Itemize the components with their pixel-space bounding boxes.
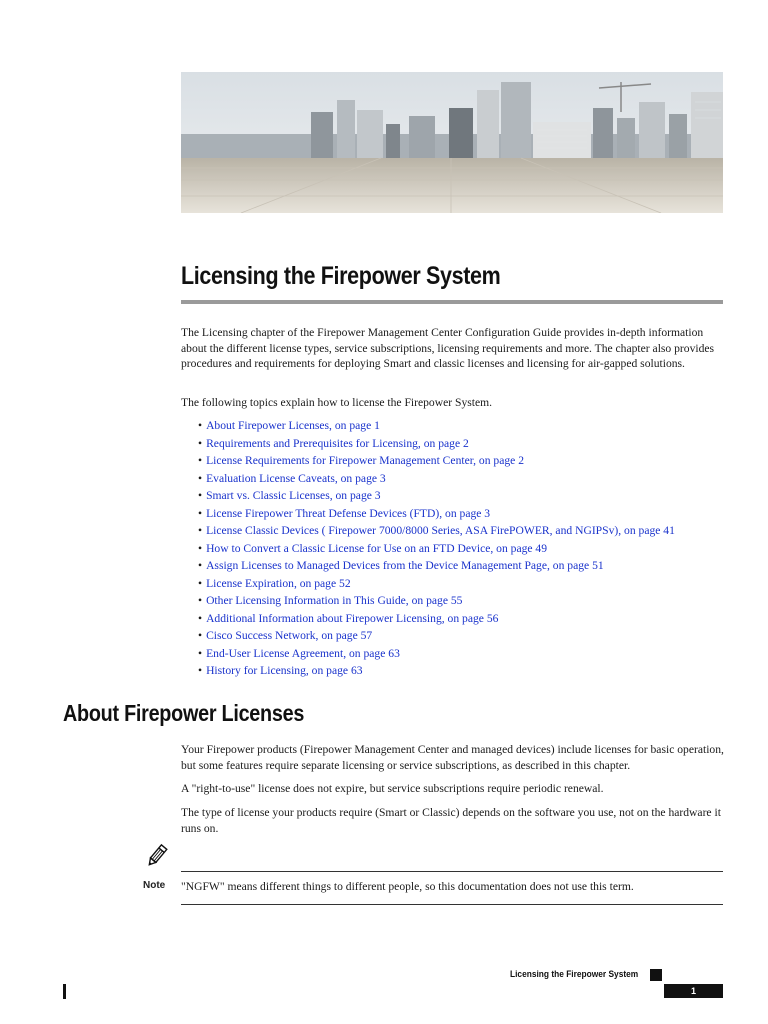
footer-marker — [63, 984, 66, 999]
topics-lead-in: The following topics explain how to license the Firepower System. — [181, 396, 493, 409]
topic-link[interactable]: Additional Information about Firepower Licensing, on page 56 — [206, 611, 499, 625]
pencil-icon — [143, 843, 169, 869]
footer-square — [650, 969, 662, 981]
chapter-title: Licensing the Firepower System — [181, 262, 501, 290]
topic-link[interactable]: Smart vs. Classic Licenses, on page 3 — [206, 489, 381, 502]
list-item — [198, 435, 728, 453]
topic-link[interactable]: Assign Licenses to Managed Devices from the Device Management Page, on page 51 — [206, 559, 604, 572]
banner-image — [181, 72, 723, 213]
page-number: 1 — [664, 984, 723, 998]
bullet: • — [198, 489, 203, 502]
bullet: • — [198, 611, 203, 625]
bullet: • — [198, 576, 203, 590]
list-item — [198, 662, 728, 680]
topic-link[interactable]: Cisco Success Network, on page 57 — [206, 629, 373, 642]
list-item — [198, 522, 728, 540]
topic-link[interactable]: About Firepower Licenses, on page 1 — [206, 419, 380, 432]
title-rule — [181, 300, 723, 304]
bullet: • — [198, 454, 203, 467]
list-item — [198, 487, 728, 505]
bullet: • — [198, 541, 203, 555]
note-rule — [181, 871, 723, 872]
list-item — [198, 452, 728, 470]
section-paragraph: The type of license your products require (Smart or Classic) depends on the software you use, not on the hardware it runs on. — [181, 806, 721, 835]
note-text: "NGFW" means different things to different people, so this documentation does not use this term. — [181, 880, 634, 893]
chapter-intro: The Licensing chapter of the Firepower Management Center Configuration Guide provides in-depth information about the different license types, service subscriptions, licensing requirements and more. The chapter also provides procedures and requirements for deploying Smart and classic licenses and licensing for air-gapped solutions. — [181, 326, 715, 371]
bullet: • — [198, 629, 203, 642]
bullet: • — [198, 506, 203, 520]
topic-link[interactable]: License Expiration, on page 52 — [206, 576, 351, 590]
list-item — [198, 557, 728, 575]
topic-link[interactable]: License Classic Devices ( Firepower 7000/8000 Series, ASA FirePOWER, and NGIPSv), on page 41 — [206, 524, 675, 537]
list-item — [198, 627, 728, 645]
note-label: Note — [143, 880, 166, 891]
topic-link[interactable]: End-User License Agreement, on page 63 — [206, 646, 400, 660]
section-title: About Firepower Licenses — [63, 700, 305, 726]
section-paragraph: A "right-to-use" license does not expire, but service subscriptions require periodic renewal. — [181, 782, 604, 795]
list-item — [198, 470, 728, 488]
bullet: • — [198, 419, 203, 432]
topic-link[interactable]: Other Licensing Information in This Guide, on page 55 — [206, 594, 463, 607]
topic-link[interactable]: License Requirements for Firepower Management Center, on page 2 — [206, 454, 524, 467]
bullet: • — [198, 436, 203, 450]
note-rule — [181, 904, 723, 905]
skyline-illustration — [181, 72, 723, 213]
list-item — [198, 645, 728, 663]
footer-title: Licensing the Firepower System — [510, 969, 639, 980]
topic-list — [198, 417, 728, 680]
bullet: • — [198, 559, 203, 572]
section-paragraph: Your Firepower products (Firepower Management Center and managed devices) include licenses for basic operation, but some features require separate licensing or service subscriptions, as described in this chapter. — [181, 743, 724, 772]
bullet: • — [198, 664, 203, 677]
bullet: • — [198, 524, 203, 537]
topic-link[interactable]: Requirements and Prerequisites for Licensing, on page 2 — [206, 436, 469, 450]
bullet: • — [198, 646, 203, 660]
bullet: • — [198, 594, 203, 607]
topic-link[interactable]: Evaluation License Caveats, on page 3 — [206, 471, 386, 485]
topic-link[interactable]: How to Convert a Classic License for Use on an FTD Device, on page 49 — [206, 541, 548, 555]
topic-link[interactable]: License Firepower Threat Defense Devices (FTD), on page 3 — [206, 506, 491, 520]
list-item — [198, 417, 728, 435]
list-item — [198, 592, 728, 610]
list-item — [198, 540, 728, 558]
list-item — [198, 610, 728, 628]
list-item — [198, 575, 728, 593]
list-item — [198, 505, 728, 523]
topic-link[interactable]: History for Licensing, on page 63 — [206, 664, 363, 677]
bullet: • — [198, 471, 203, 485]
